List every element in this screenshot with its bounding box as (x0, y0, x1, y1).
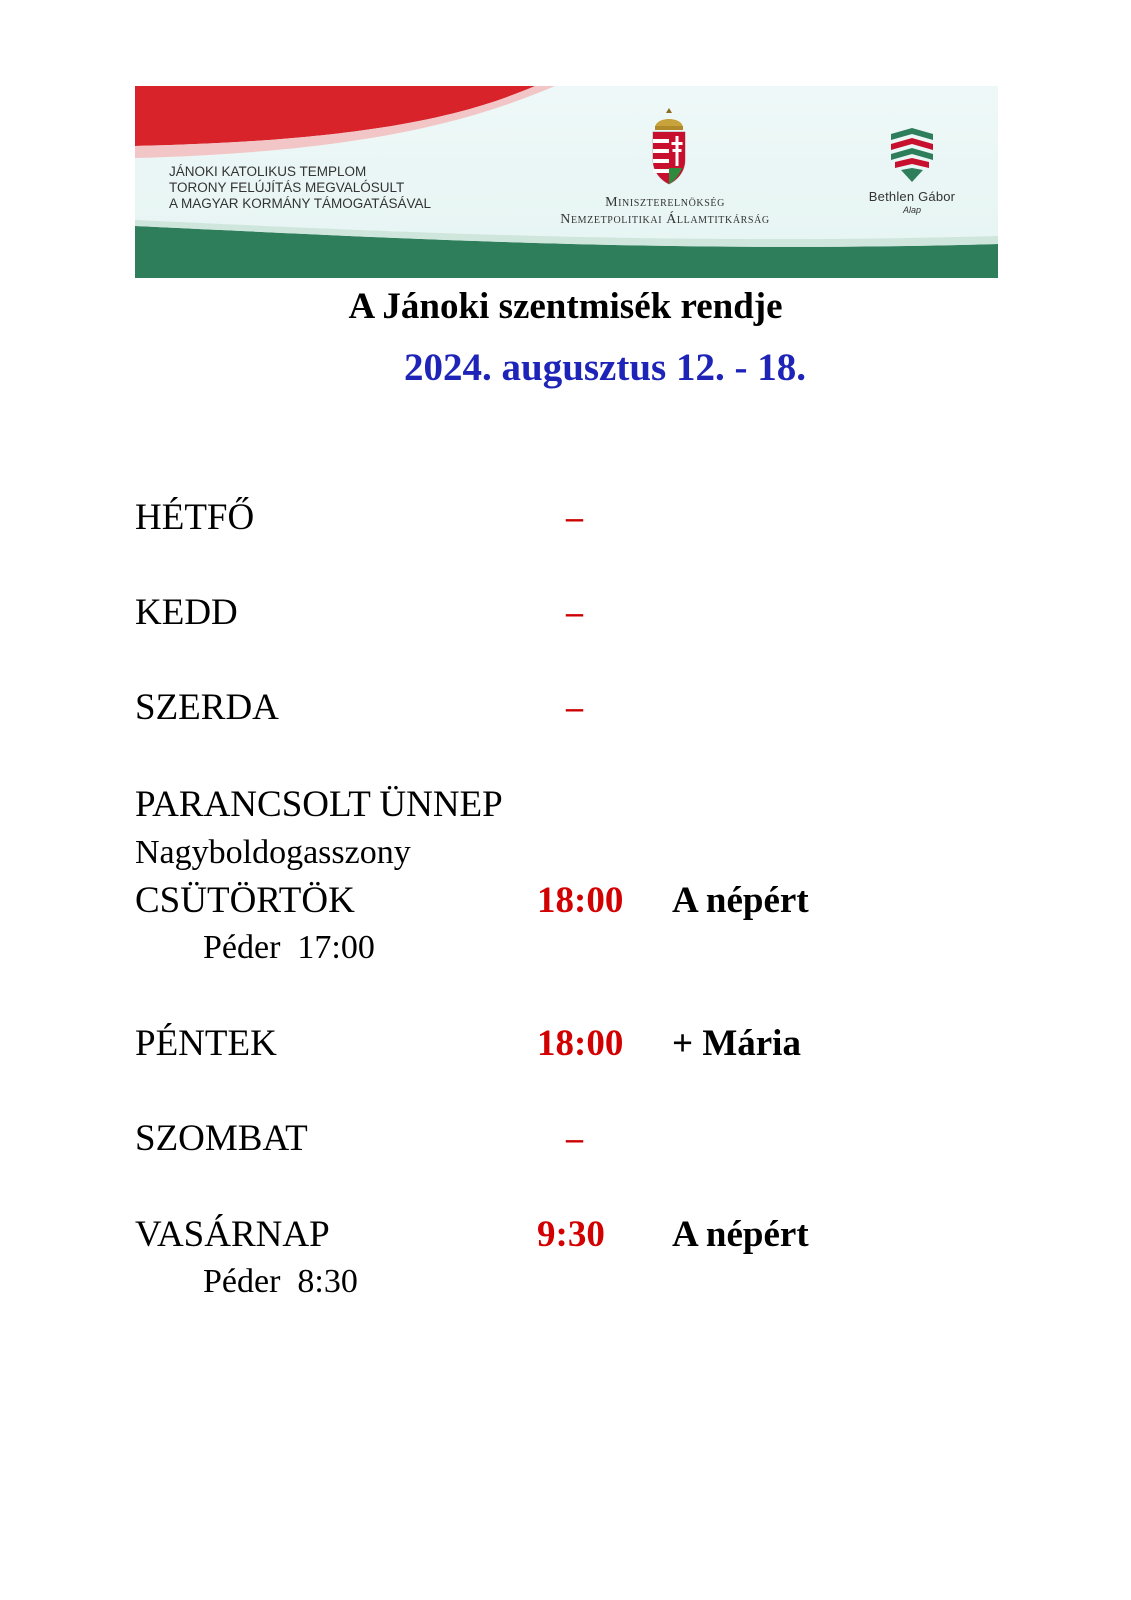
day-label: SZOMBAT (135, 1118, 308, 1159)
project-text (169, 164, 431, 212)
mass-intention: + Mária (672, 1023, 801, 1064)
feast-title: PARANCSOLT ÜNNEP (135, 784, 503, 825)
ministry-name (515, 194, 815, 228)
mass-time: 9:30 (537, 1214, 605, 1255)
fund-name (847, 189, 977, 216)
day-label: HÉTFŐ (135, 497, 255, 538)
day-label: KEDD (135, 592, 238, 633)
sponsor-banner (135, 86, 998, 278)
fund-subtitle: Alap (902, 205, 921, 215)
day-label: VASÁRNAP (135, 1214, 330, 1255)
project-line-1: JÁNOKI KATOLIKUS TEMPLOM (169, 164, 367, 179)
mass-time: 18:00 (537, 880, 624, 921)
bethlen-gabor-logo-icon (887, 128, 937, 182)
mass-intention: A népért (672, 880, 809, 921)
project-line-3: A MAGYAR KORMÁNY TÁMOGATÁSÁVAL (169, 196, 432, 211)
peder-mass-time: Péder 17:00 (203, 929, 375, 966)
project-line-2: TORONY FELÚJÍTÁS MEGVALÓSULT (169, 180, 405, 195)
mass-intention: A népért (672, 1214, 809, 1255)
ministry-line-2: Nemzetpolitikai Államtitkárság (560, 212, 770, 227)
day-label: SZERDA (135, 687, 279, 728)
peder-mass-time: Péder 8:30 (203, 1263, 358, 1300)
date-range: 2024. augusztus 12. - 18. (404, 346, 806, 389)
no-mass-dash: – (566, 689, 583, 726)
feast-name: Nagyboldogasszony (135, 834, 411, 871)
ministry-line-1: Miniszterelnökség (605, 195, 725, 210)
hungarian-coat-of-arms-icon (649, 106, 689, 188)
mass-time: 18:00 (537, 1023, 624, 1064)
no-mass-dash: – (566, 499, 583, 536)
page-title: A Jánoki szentmisék rendje (348, 286, 783, 327)
day-label: PÉNTEK (135, 1023, 277, 1064)
no-mass-dash: – (566, 594, 583, 631)
fund-title: Bethlen Gábor (868, 189, 956, 204)
day-label: CSÜTÖRTÖK (135, 880, 355, 921)
no-mass-dash: – (566, 1120, 583, 1157)
